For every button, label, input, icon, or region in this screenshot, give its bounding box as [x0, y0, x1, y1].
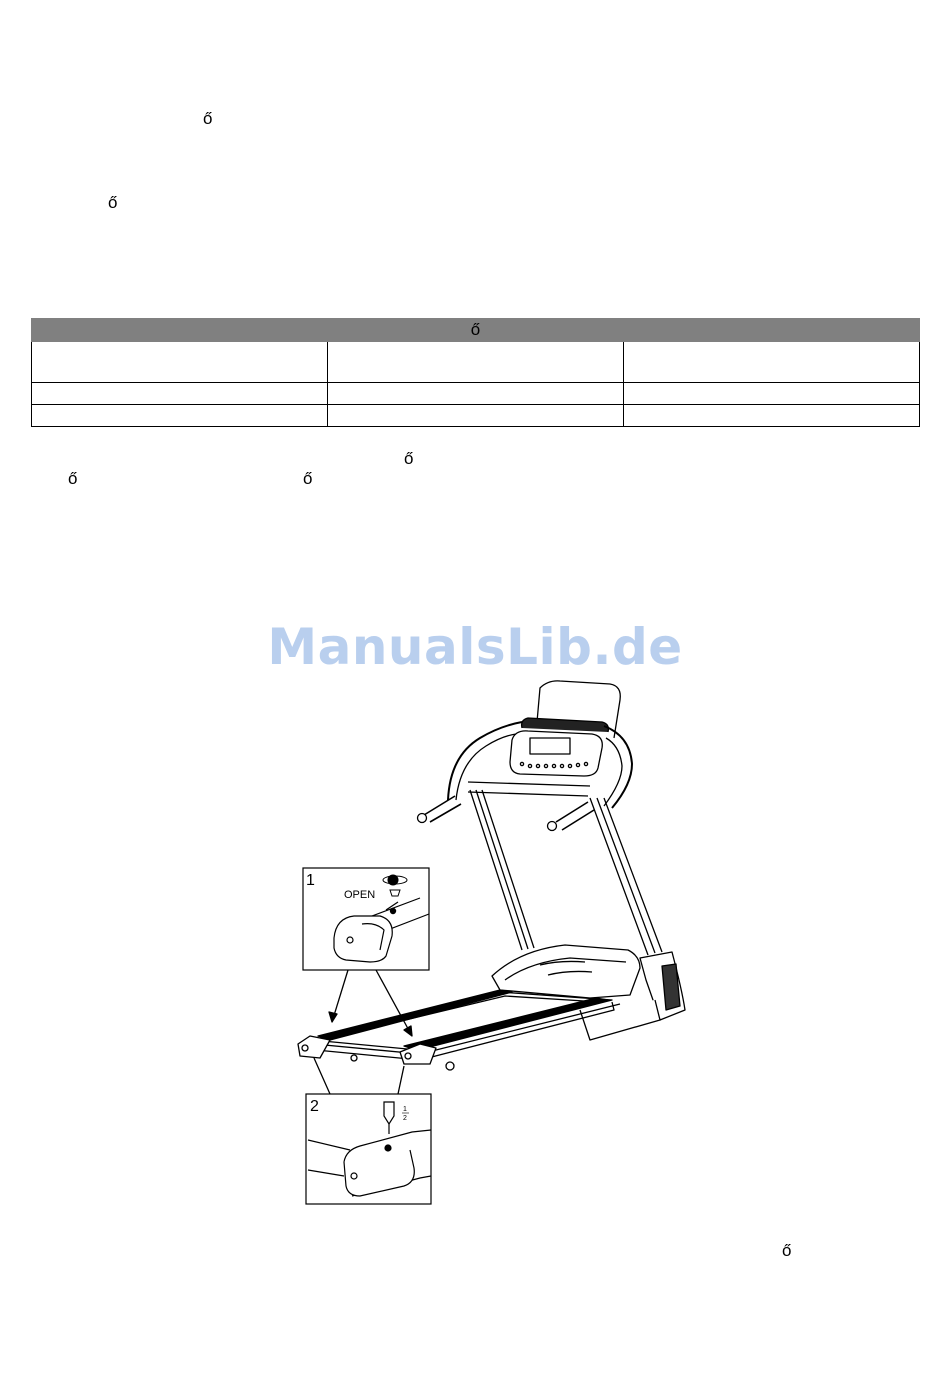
text-mark: ő [404, 449, 414, 468]
table-cell [328, 383, 624, 405]
table-cell [32, 342, 328, 383]
table-cell [32, 405, 328, 427]
table-cell [624, 342, 920, 383]
table-header-cell [32, 319, 328, 342]
table-cell [32, 383, 328, 405]
table-cell [624, 405, 920, 427]
text-mark: ő [303, 469, 313, 488]
inset-number-2: 2 [310, 1098, 319, 1115]
inset-number-1: 1 [306, 872, 315, 889]
table-row [32, 383, 920, 405]
table-header-cell: ő [328, 319, 624, 342]
table-cell [624, 383, 920, 405]
table-cell [328, 405, 624, 427]
treadmill-illustration [290, 672, 700, 1212]
text-mark: ő [108, 193, 118, 212]
inset-open-label: OPEN [344, 889, 376, 901]
text-mark: ő [203, 109, 213, 128]
footer-mark: ő [782, 1241, 792, 1260]
table-row [32, 342, 920, 383]
spec-table [31, 318, 920, 427]
table-cell [328, 342, 624, 383]
fraction-numerator: 1 [403, 1106, 407, 1113]
table-row [32, 405, 920, 427]
table-header-row [32, 319, 920, 342]
inset-open-cap [303, 868, 429, 970]
text-mark: ő [68, 469, 78, 488]
table-header-cell [624, 319, 920, 342]
fraction-denominator: 2 [403, 1115, 407, 1122]
watermark: ManualsLib.de [267, 618, 683, 676]
inset-tighten-cap [306, 1094, 431, 1204]
